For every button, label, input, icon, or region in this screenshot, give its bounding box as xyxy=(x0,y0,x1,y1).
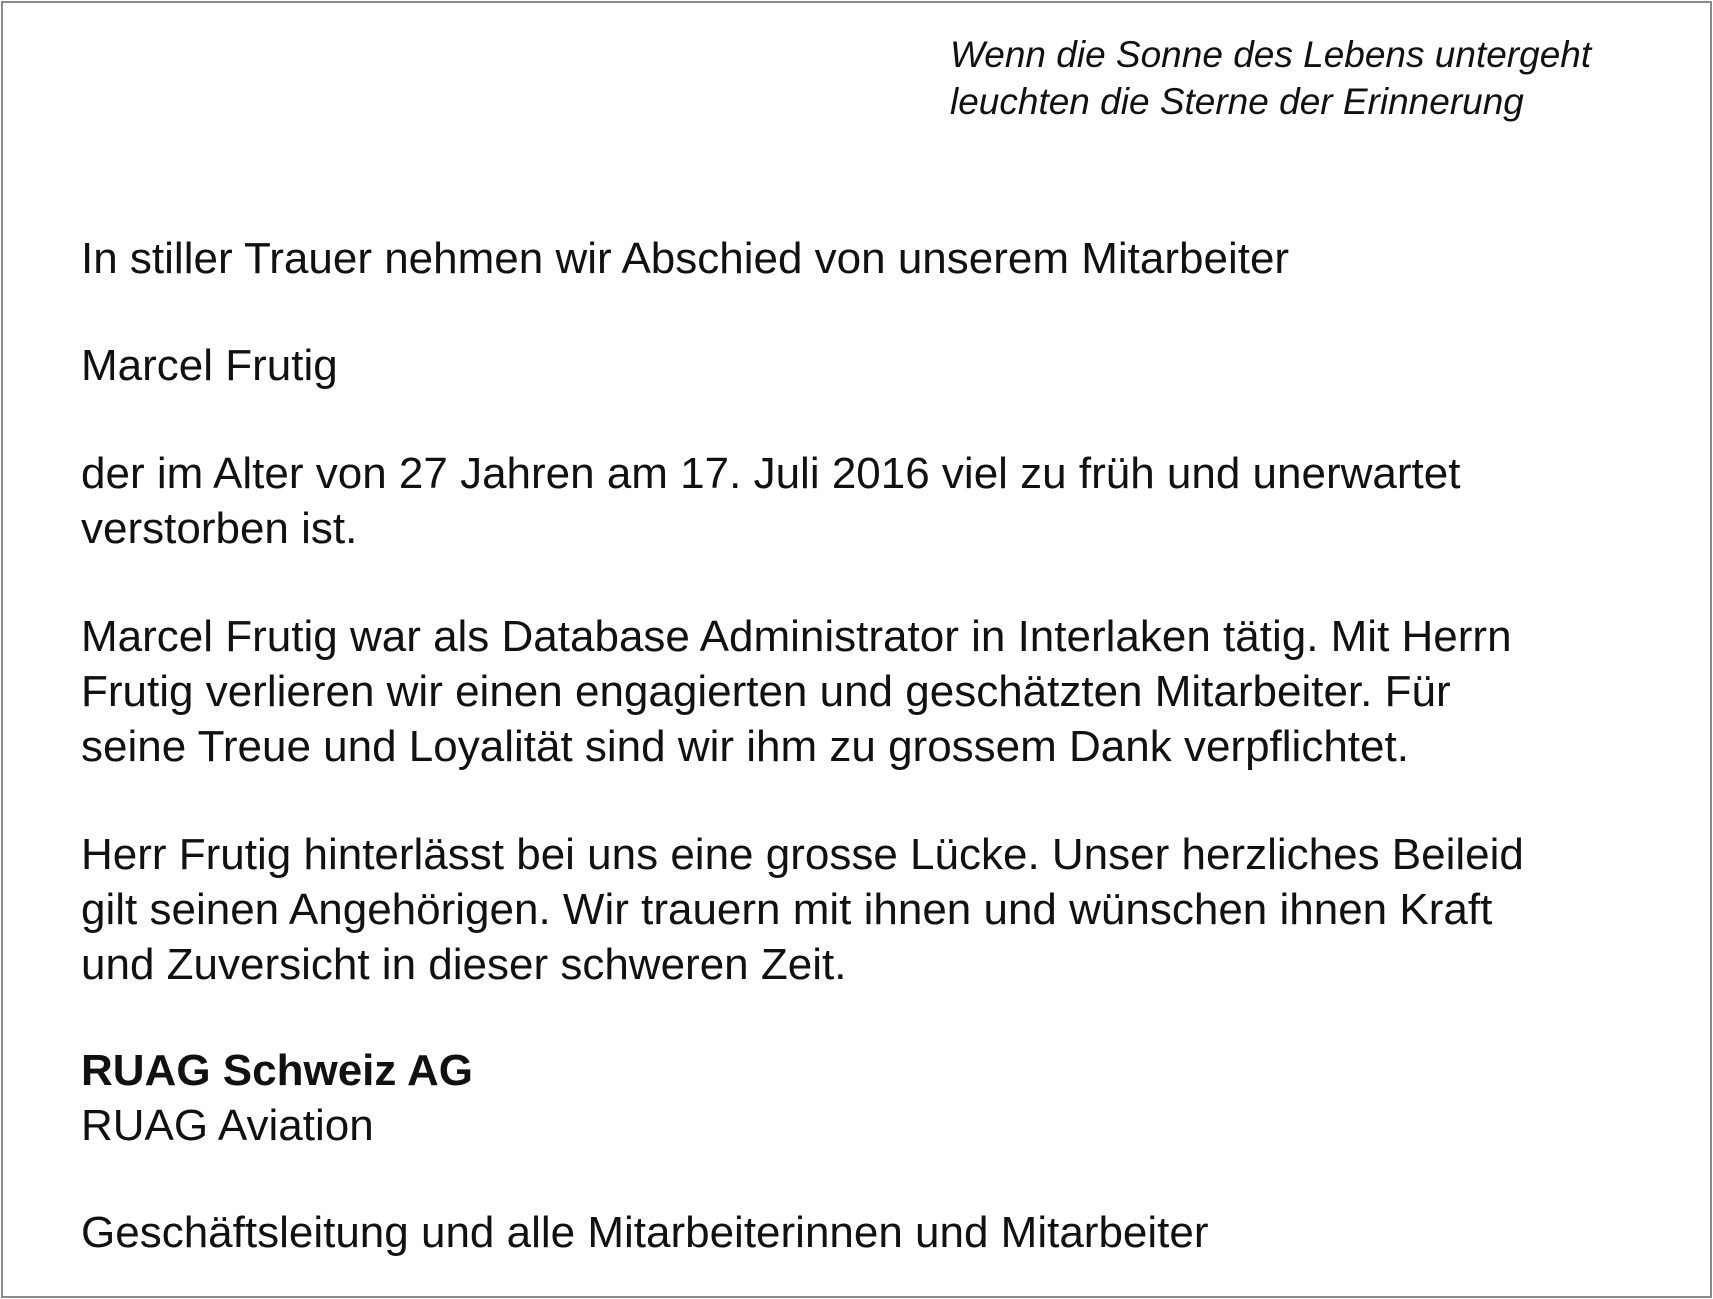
condolence-line-2: gilt seinen Angehörigen. Wir trauern mit ihnen und wünschen ihnen Kraft xyxy=(81,885,1493,934)
staff-signature xyxy=(81,1205,1209,1260)
work-line-1: Marcel Frutig war als Database Administrator in Interlaken tätig. Mit Herrn xyxy=(81,612,1512,661)
deceased-name-line: Marcel Frutig xyxy=(81,341,338,390)
age-line-2: verstorben ist. xyxy=(81,504,358,553)
staff-line: Geschäftsleitung und alle Mitarbeiterinnen und Mitarbeiter xyxy=(81,1208,1209,1257)
intro-line: In stiller Trauer nehmen wir Abschied von unserem Mitarbeiter xyxy=(81,234,1290,283)
deceased-name xyxy=(81,338,338,393)
age-line-1: der im Alter von 27 Jahren am 17. Juli 2016 viel zu früh und unerwartet xyxy=(81,449,1461,498)
intro-paragraph xyxy=(81,231,1289,286)
work-line-2: Frutig verlieren wir einen engagierten und geschätzten Mitarbeiter. Für xyxy=(81,667,1451,716)
age-paragraph xyxy=(81,446,1460,556)
condolence-line-1: Herr Frutig hinterlässt bei uns eine grosse Lücke. Unser herzliches Beileid xyxy=(81,830,1524,879)
work-line-3: seine Treue und Loyalität sind wir ihm zu grossem Dank verpflichtet. xyxy=(81,722,1409,771)
obituary-notice-frame xyxy=(1,1,1712,1298)
company-name: RUAG Schweiz AG xyxy=(81,1046,473,1095)
motto-line-2: leuchten die Sterne der Erinnerung xyxy=(950,81,1524,122)
motto-quote xyxy=(950,31,1591,125)
division-name: RUAG Aviation xyxy=(81,1101,374,1150)
condolence-paragraph xyxy=(81,827,1524,992)
signature-block xyxy=(81,1043,473,1153)
work-paragraph xyxy=(81,609,1512,774)
condolence-line-3: und Zuversicht in dieser schweren Zeit. xyxy=(81,940,847,989)
motto-line-1: Wenn die Sonne des Lebens untergeht xyxy=(950,34,1592,75)
